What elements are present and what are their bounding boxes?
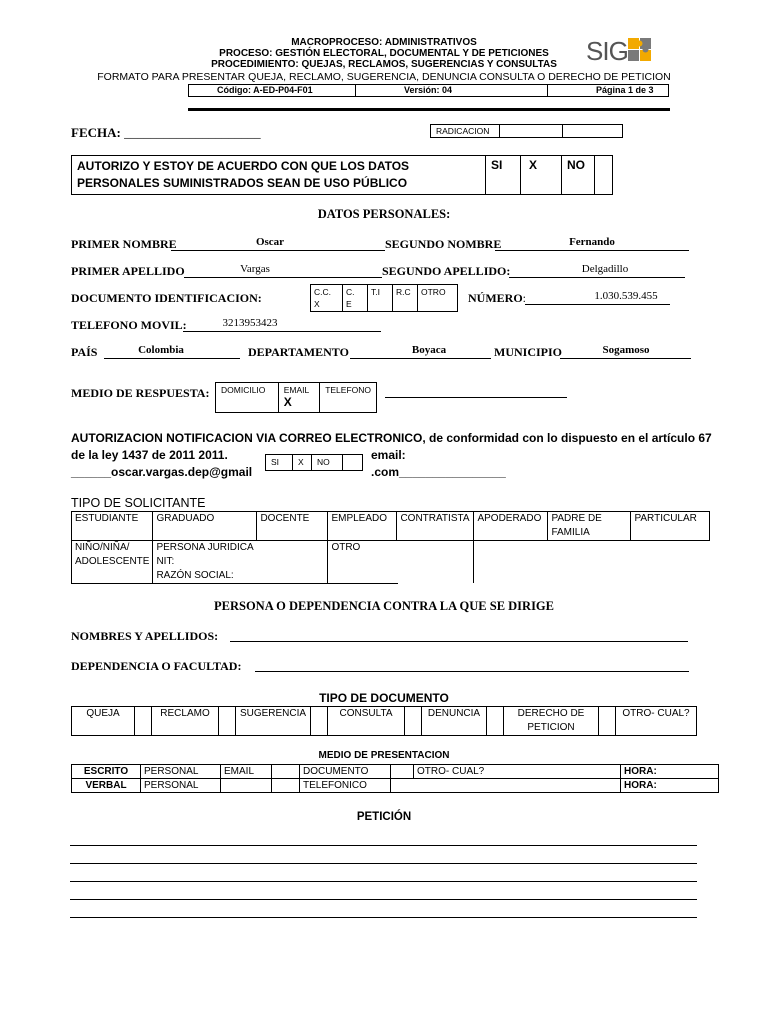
escrito-personal[interactable]: PERSONAL (141, 765, 221, 779)
autorizo-text: AUTORIZO Y ESTOY DE ACUERDO CON QUE LOS DATOS PERSONALES SUMINISTRADOS SEAN DE USO PÚBLICO (72, 156, 486, 195)
telefono-label: TELEFONO MOVIL: (71, 318, 187, 332)
primer-nombre-value[interactable]: Oscar (255, 236, 285, 248)
fecha-field[interactable]: _____________________ (124, 125, 261, 140)
doc-derecho-peticion[interactable]: DERECHO DE PETICION (504, 707, 599, 736)
radicacion-label: RADICACION (431, 125, 500, 138)
notificacion-si-mark[interactable]: X (293, 455, 312, 471)
escrito-email[interactable]: EMAIL (221, 765, 272, 779)
doc-sugerencia[interactable]: SUGERENCIA (236, 707, 311, 736)
dependencia-field[interactable] (255, 671, 689, 672)
solicitante-padre-familia[interactable]: PADRE DE FAMILIA (548, 512, 631, 541)
telefono-value[interactable]: 3213953423 (222, 317, 278, 329)
escrito-hora[interactable]: HORA: (621, 765, 719, 779)
peticion-line-4[interactable] (70, 899, 697, 900)
doc-type-cc[interactable]: C.C. X (311, 285, 343, 312)
verbal-hora[interactable]: HORA: (621, 779, 719, 793)
municipio-label: MUNICIPIO (494, 345, 562, 359)
header-procedimiento: PROCEDIMIENTO: QUEJAS, RECLAMOS, SUGERENCIAS Y CONSULTAS (211, 59, 557, 70)
medio-presentacion-table (71, 764, 719, 793)
solicitante-estudiante[interactable]: ESTUDIANTE (72, 512, 153, 541)
email-value-2[interactable]: .com________________ (371, 465, 506, 479)
persona-dependencia-title: PERSONA O DEPENDENCIA CONTRA LA QUE SE DIRIGE (214, 599, 554, 613)
verbal-telefonico[interactable]: TELEFONICO (300, 779, 391, 793)
peticion-line-2[interactable] (70, 863, 697, 864)
respuesta-email-mark: X (283, 395, 292, 409)
segundo-nombre-label: SEGUNDO NOMBRE (385, 237, 502, 251)
solicitante-graduado[interactable]: GRADUADO (153, 512, 257, 541)
autorizo-no-mark[interactable] (595, 156, 613, 195)
respuesta-detalle-field[interactable] (385, 397, 567, 398)
header-formato: FORMATO PARA PRESENTAR QUEJA, RECLAMO, SUGERENCIA, DENUNCIA CONSULTA O DERECHO DE PETICION (97, 71, 671, 83)
pagina-cell: Página 1 de 3 (548, 85, 669, 97)
medio-respuesta-table (215, 382, 377, 413)
nombres-apellidos-field[interactable] (230, 641, 688, 642)
municipio-value[interactable]: Sogamoso (602, 344, 650, 356)
solicitante-nino[interactable]: NIÑO/NIÑA/ ADOLESCENTE (72, 541, 153, 584)
sig-logo-text: SIG (586, 36, 628, 66)
segundo-nombre-value[interactable]: Fernando (569, 236, 615, 248)
escrito-documento[interactable]: DOCUMENTO (300, 765, 391, 779)
solicitante-empleado[interactable]: EMPLEADO (328, 512, 397, 541)
verbal-label: VERBAL (72, 779, 141, 793)
escrito-otro[interactable]: OTRO- CUAL? (414, 765, 621, 779)
solicitante-persona-juridica[interactable]: PERSONA JURIDICA NIT: RAZÓN SOCIAL: (153, 541, 328, 584)
header-code-table (188, 84, 669, 97)
codigo-cell: Código: A-ED-P04-F01 (189, 85, 356, 97)
notificacion-text-2: de la ley 1437 de 2011 2011. (71, 448, 228, 462)
header-macroproceso: MACROPROCESO: ADMINISTRATIVOS (291, 37, 477, 48)
doc-type-table (310, 284, 458, 312)
autorizo-no: NO (562, 156, 595, 195)
pais-value[interactable]: Colombia (138, 344, 184, 356)
fecha-label: FECHA: _____________________ (71, 125, 261, 140)
numero-label: NÚMERO: (468, 291, 527, 305)
dependencia-label: DEPENDENCIA O FACULTAD: (71, 659, 242, 673)
primer-nombre-label: PRIMER NOMBRE (71, 237, 177, 251)
version-cell: Versión: 04 (356, 85, 548, 97)
peticion-line-5[interactable] (70, 917, 697, 918)
email-label: email: (371, 448, 406, 462)
tipo-solicitante-table (71, 511, 710, 584)
verbal-personal[interactable]: PERSONAL (141, 779, 221, 793)
tipo-documento-table (71, 706, 697, 736)
puzzle-icon (626, 34, 656, 66)
departamento-value[interactable]: Boyaca (411, 344, 447, 356)
escrito-label: ESCRITO (72, 765, 141, 779)
doc-denuncia[interactable]: DENUNCIA (422, 707, 487, 736)
pais-label: PAÍS (71, 345, 98, 359)
radicacion-table (430, 124, 623, 138)
doc-type-rc[interactable]: R.C (393, 285, 418, 312)
solicitante-docente[interactable]: DOCENTE (257, 512, 328, 541)
departamento-label: DEPARTAMENTO (248, 345, 349, 359)
email-value-1[interactable]: ______oscar.vargas.dep@gmail (71, 465, 253, 479)
solicitante-contratista[interactable]: CONTRATISTA (397, 512, 474, 541)
respuesta-domicilio[interactable]: DOMICILIO (216, 383, 279, 413)
header-divider (188, 108, 670, 111)
doc-consulta[interactable]: CONSULTA (328, 707, 405, 736)
respuesta-email[interactable]: EMAIL X (278, 383, 319, 413)
peticion-line-3[interactable] (70, 881, 697, 882)
notificacion-text-1: AUTORIZACION NOTIFICACION VIA CORREO ELECTRONICO, de conformidad con lo dispuesto en el artículo 67 (71, 431, 712, 445)
solicitante-particular[interactable]: PARTICULAR (631, 512, 710, 541)
autorizo-table (71, 155, 613, 195)
solicitante-apoderado[interactable]: APODERADO (474, 512, 548, 541)
sig-logo (586, 34, 658, 70)
numero-value[interactable]: 1.030.539.455 (594, 290, 658, 302)
datos-personales-title: DATOS PERSONALES: (317, 207, 451, 221)
radicacion-field-2[interactable] (563, 125, 623, 138)
header-proceso: PROCESO: GESTIÓN ELECTORAL, DOCUMENTAL Y DE PETICIONES (219, 48, 549, 59)
solicitante-otro[interactable]: OTRO (328, 541, 474, 584)
doc-otro[interactable]: OTRO- CUAL? (616, 707, 697, 736)
medio-respuesta-label: MEDIO DE RESPUESTA: (71, 386, 210, 400)
doc-type-otro[interactable]: OTRO (418, 285, 458, 312)
segundo-apellido-label: SEGUNDO APELLIDO: (382, 264, 511, 278)
respuesta-telefono[interactable]: TELEFONO (320, 383, 377, 413)
doc-reclamo[interactable]: RECLAMO (152, 707, 219, 736)
doc-queja[interactable]: QUEJA (72, 707, 135, 736)
primer-apellido-label: PRIMER APELLIDO (71, 264, 185, 278)
tipo-documento-title: TIPO DE DOCUMENTO (319, 691, 449, 705)
segundo-apellido-value[interactable]: Delgadillo (581, 263, 629, 275)
medio-presentacion-title: MEDIO DE PRESENTACION (318, 750, 450, 761)
peticion-title: PETICIÓN (356, 811, 412, 823)
doc-type-ti[interactable]: T.I (368, 285, 393, 312)
documento-label: DOCUMENTO IDENTIFICACION: (71, 291, 262, 305)
notificacion-no-mark[interactable] (343, 455, 363, 471)
notificacion-si: SI (266, 455, 293, 471)
doc-type-ce[interactable]: C. E (343, 285, 368, 312)
autorizo-si: SI (486, 156, 521, 195)
autorizo-si-mark[interactable]: X (521, 156, 562, 195)
notificacion-si-no-table (265, 454, 363, 471)
tipo-solicitante-title: TIPO DE SOLICITANTE (71, 496, 206, 510)
peticion-line-1[interactable] (70, 845, 697, 846)
notificacion-no: NO (312, 455, 343, 471)
nombres-apellidos-label: NOMBRES Y APELLIDOS: (71, 629, 219, 643)
primer-apellido-value[interactable]: Vargas (240, 263, 270, 275)
radicacion-field-1[interactable] (500, 125, 563, 138)
